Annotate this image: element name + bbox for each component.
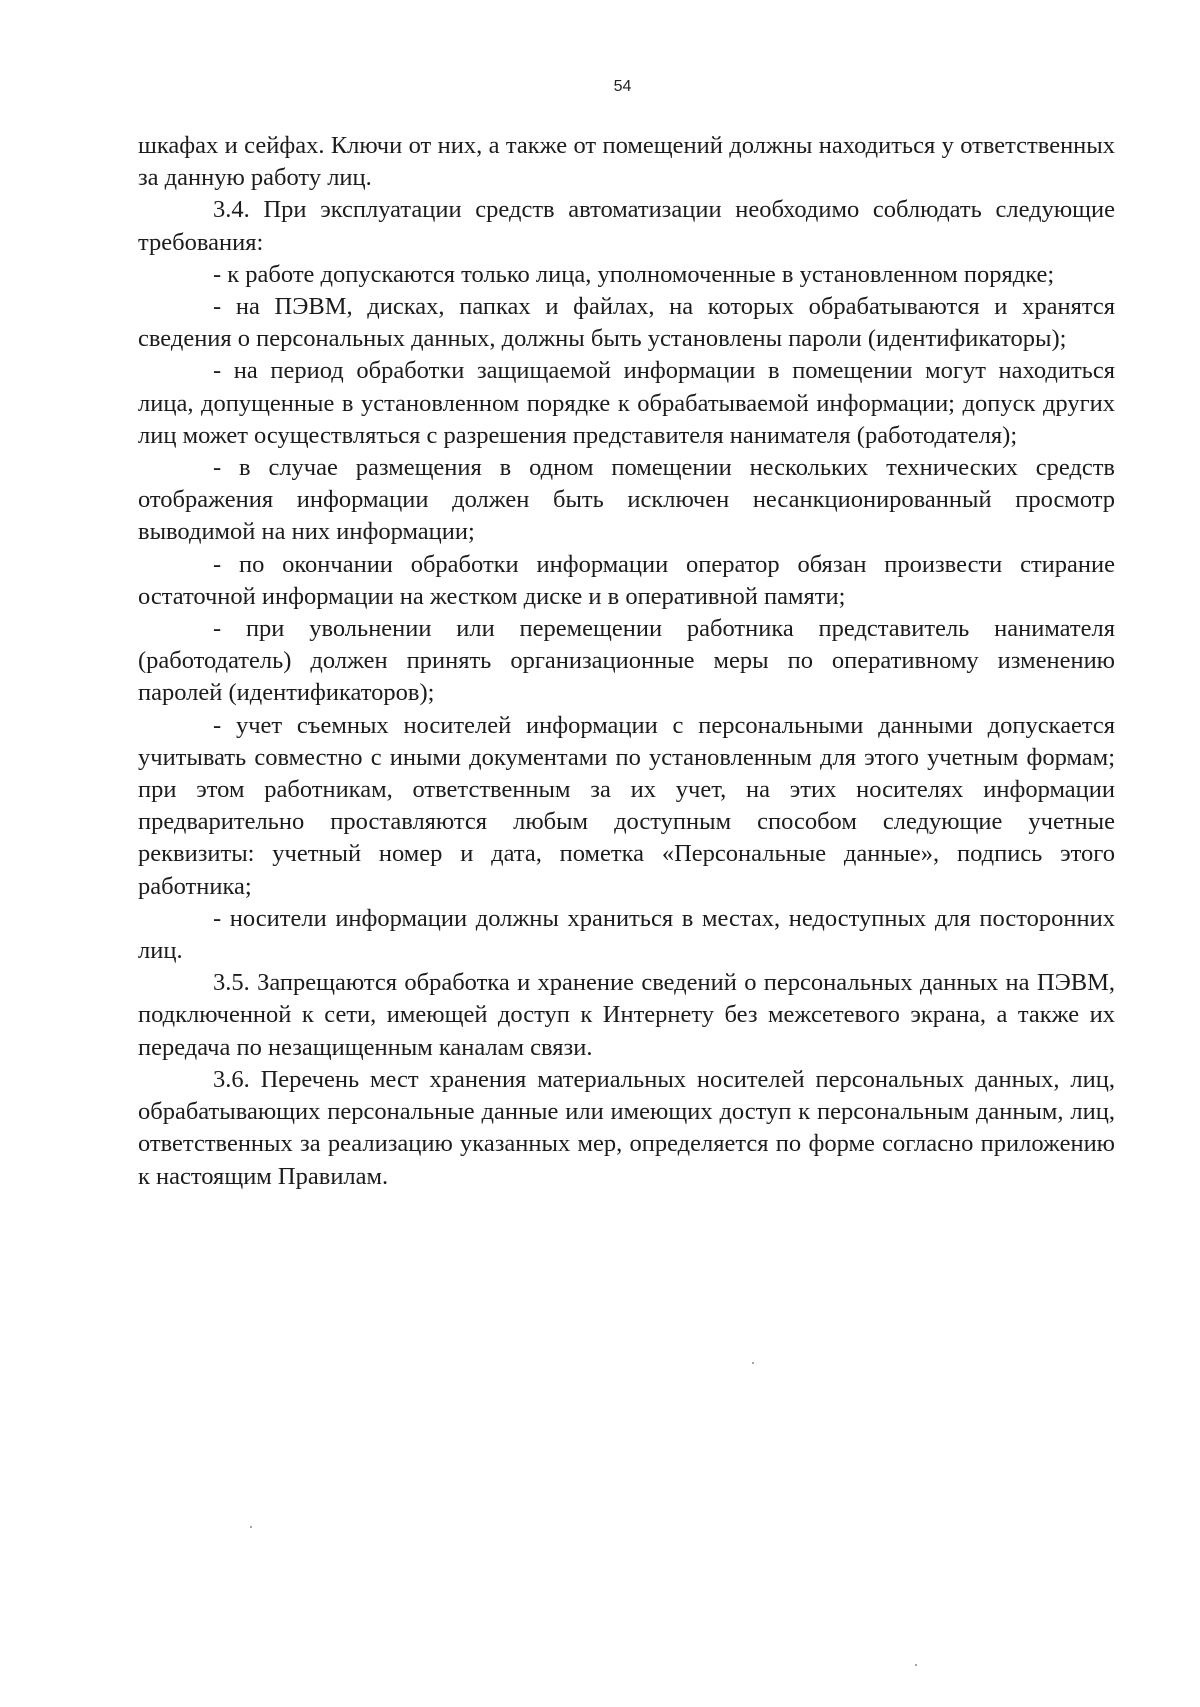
list-item-room-access: - на период обработки защищаемой информации в помещении могут находиться лица, допущенные в установленном порядке к обрабатываемой информации; допуск других лиц может осуществляться с разрешения представителя нанимателя (работодателя); xyxy=(138,357,1115,449)
list-item-media-accounting: - учет съемных носителей информации с персональными данными допускается учитывать совместно с иными документами по установленным для этого учетным формам; при этом работникам, ответственным за их учет, на этих носителях информации предварительно проставляются любым доступным способом следующие учетные реквизиты: учетный номер и дата, пометка «Персональные данные», подпись этого работника; xyxy=(138,711,1115,900)
list-item-authorized-persons: - к работе допускаются только лица, уполномоченные в установленном порядке; xyxy=(213,260,1055,288)
scan-speck xyxy=(752,1362,754,1364)
list-item-erasure: - по окончании обработки информации оператор обязан произвести стирание остаточной информации на жестком диске и в оперативной памяти; xyxy=(138,550,1115,610)
paragraph-3-5: 3.5. Запрещаются обработка и хранение сведений о персональных данных на ПЭВМ, подключенной к сети, имеющей доступ к Интернету без межсетевого экрана, а также их передача по незащищенным каналам связи. xyxy=(138,969,1115,1061)
scan-speck xyxy=(915,1664,917,1666)
paragraph-3-6: 3.6. Перечень мест хранения материальных носителей персональных данных, лиц, обрабатывающих персональные данные или имеющих доступ к персональным данным, лиц, ответственных за реализацию указанных мер, определяется по форме согласно приложению к настоящим Правилам. xyxy=(138,1065,1115,1190)
paragraph-keys-storage: шкафах и сейфах. Ключи от них, а также от помещений должны находиться у ответственных за данную работу лиц. xyxy=(138,132,1115,192)
list-item-display-viewing: - в случае размещения в одном помещении нескольких технических средств отображения информации должен быть исключен несанкционированный просмотр выводимой на них информации; xyxy=(138,454,1115,546)
paragraph-3-4: 3.4. При эксплуатации средств автоматизации необходимо соблюдать следующие требования: xyxy=(138,196,1115,256)
body-text xyxy=(138,130,1115,1193)
page-number: 54 xyxy=(613,78,632,95)
list-item-passwords: - на ПЭВМ, дисках, папках и файлах, на которых обрабатываются и хранятся сведения о персональных данных, должны быть установлены пароли (идентификаторы); xyxy=(138,293,1115,353)
list-item-media-storage: - носители информации должны храниться в местах, недоступных для посторонних лиц. xyxy=(138,904,1115,965)
scan-speck xyxy=(250,1526,252,1528)
list-item-password-change: - при увольнении или перемещении работника представитель нанимателя (работодатель) должен принять организационные меры по оперативному изменению паролей (идентификаторов); xyxy=(138,615,1115,707)
